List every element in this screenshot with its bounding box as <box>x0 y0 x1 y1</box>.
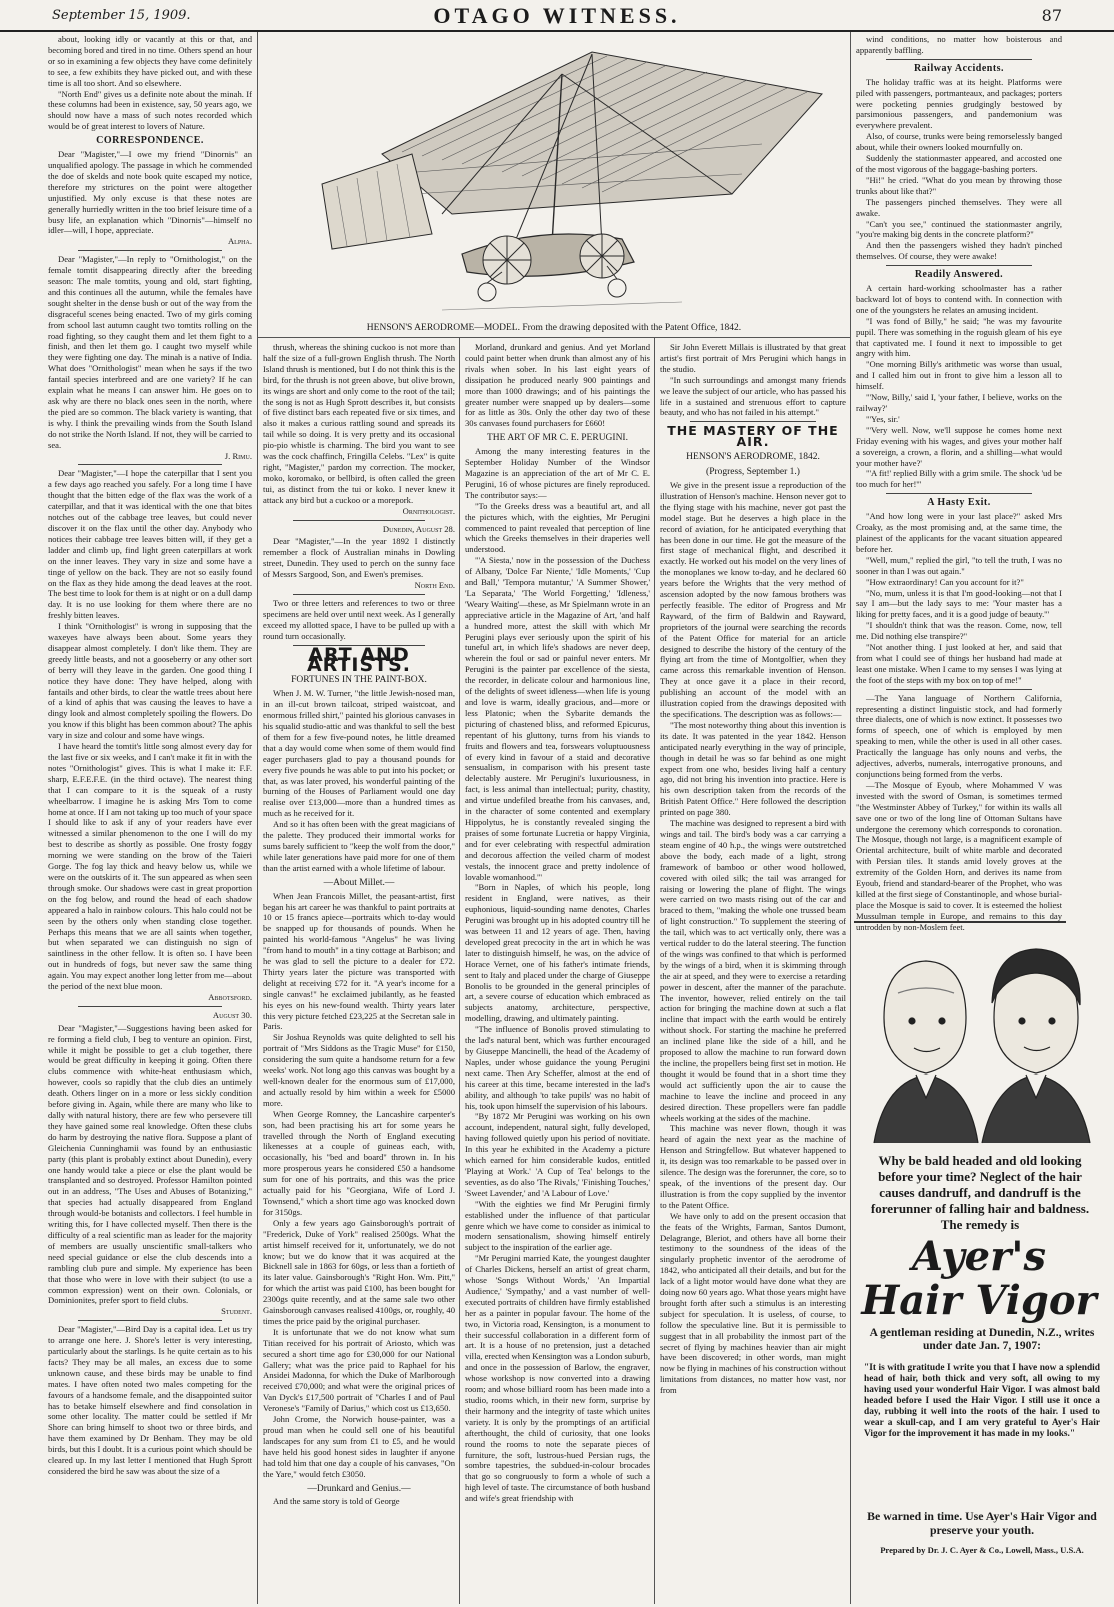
letter-signature: North End. <box>414 580 455 591</box>
column-rule <box>257 32 258 1604</box>
divider <box>690 421 816 422</box>
article-paragraph: "The influence of Bonolis proved stimulating to the lad's natural bent, which was further encouraged by Giuseppe Mancinelli, the head of the Academy of Naples, under whose guidance the young Perugini next came. Then Ary Scheffer, almost at the end of his career at this time, became interested in the lad's ability, and although 'to take pupils' was no habit of his, took upon himself the supervision of his labours. <box>465 1024 650 1111</box>
issue-date: September 15, 1909. <box>52 8 191 23</box>
section-heading-railway-accidents: Railway Accidents. <box>913 62 1005 74</box>
article-paragraph: —The Yana language of Northern California, representing a distinct linguistic stock, and had formerly three dialects, one of which is now extinct. It possesses two forms of speech, one of which is employed by men speaking to men, while the other is used in all other cases. Practically the language has only nouns and verbs, the adjectives, adverbs, numerals, interrogative pronouns, and conjunctions being formed from the verbs. <box>856 692 1062 779</box>
column-rule <box>459 338 460 1604</box>
column-mastery-of-the-air <box>660 342 846 1604</box>
letter-paragraph: Dear "Magister,"—In the year 1892 I distinctly remember a flock of Australian minahs in Dowling street, Dunedin. They used to perch on the sunny face of Messrs Sargood, Son, and Ewen's premises. <box>263 536 455 580</box>
article-paragraph: Sir John Everett Millais is illustrated by that great artist's first portrait of Mrs Perugini which hangs in the studio. <box>660 342 846 374</box>
article-paragraph: "'Now, Billy,' said I, 'your father, I believe, works on the railway?' <box>856 392 1062 413</box>
article-paragraph: When Jean Francois Millet, the peasant-artist, first began his art career he was thankful to paint portraits at 10 or 15 francs apiece—portraits which to-day would be snapped up for thousands of pounds. When he painted his world-famous "Angelus" he was living "from hand to mouth" in a tiny cottage at Barbison; and he was glad to sell the picture to a dealer for £72. Thirty years later the picture was transported with delight at receiving £72 for it. "A year's income for a single canvas!" he exclaimed jubilantly, as he feasted his eyes on his new-found wealth. Thirty years later this very picture fetched £23,225 at the Secretan sale in Paris. <box>263 890 455 1032</box>
advertisement-testimonial-quote: "It is with gratitude I write you that I have now a splendid head of hair, both thick and very soft, all owing to my having used your wonderful Hair Vigor. I was almost bald headed before I used the Hair Vigor. I still use it once a day, rubbing it well into the roots of the hair. I used to wear a skull-cap, and I am very grateful to Ayer's Hair Vigor for the improvement it has made in my looks." <box>864 1363 1100 1439</box>
illustration-rule <box>258 337 850 338</box>
article-paragraph: Suddenly the stationmaster appeared, and accosted one of the most vigorous of the baggage-bashing porters. <box>856 153 1062 174</box>
section-heading-art-and-artists: ART AND ARTISTS. <box>306 643 412 677</box>
article-paragraph: "North End" gives us a definite note about the minah. If these columns had been in existence, say, 50 years ago, we should now have a mass of such notes recorded which would be of great interest to lovers of Nature. <box>48 88 252 132</box>
letter-paragraph: I think "Ornithologist" is wrong in supposing that the waxeyes have always been about. Some years they disappear almost completely. I don't like them. They are greedy little beasts, and not a gooseberry or any other sort of berry will they leave in the garden. One good thing I notice they have done: They have helped, along with fantails and other birds, to clear the wattle trees about here of a kind of aphis that was causing the leaves to have a dingy look and almost completely spoiling the flowers. Do you know if this blight has been common about? The aphis vary in size and colour and some have wings. <box>48 621 252 741</box>
article-paragraph: We give in the present issue a reproduction of the illustration of Henson's machine. Henson never got to the flying stage with his machine, never got past the model stage. But he deserves a high place in the record of aviation, for he anticipated everything that has been done in our time. He got the measure of the first stage of mechanical flight, and described it exactly. He worked out his model on the very lines of the monoplanes we know to-day, and he declared 60 years before the Wrights that the very method of ascension adopted by the now famous brothers was perfectly feasible. The editor of Progress and Mr Rayward, of the firm of Baldwin and Rayward, proprietors of the journal were searching the records of the Patent Office for material for an article designed to describe the history of the century of the flying art from the time of Montgolfier, when they came across this remarkable invention of Henson. They at once gave it a place in their record, publishing an account of the model with an illustration copied from the drawings deposited with the specifications. The description was as follows:— <box>660 479 846 719</box>
column-rule <box>850 32 851 1604</box>
article-paragraph: "By 1872 Mr Perugini was working on his own account, independent, natural sight, fully developed, having followed quietly upon his period of novitiate. In this year he exhibited in the Academy a picture which earned for him considerable kudos, entitled 'Playing at Work.' 'A Cup of Tea' belongs to the seventies, as do also 'The Rivals,' 'Finishing Touches,' 'Sweet Lavender,' and 'A Labour of Love.' <box>465 1111 650 1198</box>
article-paragraph: The holiday traffic was at its height. Platforms were piled with passengers, portmanteaux, and packages; porters were pocketing pennies grudgingly bestowed by parsimonious passengers, and pandemonium was everywhere prevalent. <box>856 76 1062 131</box>
article-paragraph: And the same story is told of George <box>273 1496 400 1507</box>
letter-date: Dunedin, August 28. <box>382 523 455 534</box>
article-paragraph: —The Mosque of Eyoub, where Mohammed V was invested with the sword of Osman, is sometimes termed "the Westminster Abbey of Turkey," for within its walls all save one or two of the long line of Ottoman Sultans have undergone the ceremony which corresponds to coronation. The Mosque, though not large, is a magnificent example of Oriental architecture, built of white marble and decorated with Persian tiles. It stands amid lovely groves at the extremity of the Golden Horn, and derives its name from Eyoub, friend and standard-bearer of the Prophet, who was killed at the first siege of Constantinople, and whose burial-place the Mosque is said to cover. It is esteemed the holiest Mussulman temple in Europe, and remains to this day untrodden by non-Moslem feet. <box>856 779 1062 932</box>
article-subheading: (Progress, September 1.) <box>706 467 800 478</box>
advertisement-brand-logo <box>854 1235 1104 1323</box>
article-paragraph: "'Very well. Now, we'll suppose he comes home next Friday evening with his wages, and gives your mother half a sovereign, a crown, a florin, and a shilling—what would your mother have?' <box>856 424 1062 468</box>
article-subheading: —Drunkard and Genius.— <box>307 1483 411 1494</box>
divider <box>78 464 222 465</box>
article-subheading: —About Millet.— <box>323 877 395 888</box>
tail-shape <box>322 154 432 249</box>
article-paragraph: John Crome, the Norwich house-painter, was a proud man when he could sell one of his beautiful landscapes for any sum from £1 to £5, and he would have held his good honest sides in laughter if anyone had told him that one day a couple of his canvases, "On the Yare," would fetch £3050. <box>263 1414 455 1479</box>
illustration-caption: HENSON'S AERODROME—MODEL. From the drawing deposited with the Patent Office, 1842. <box>366 323 742 333</box>
article-paragraph: "The most noteworthy thing about this invention is its date. It was patented in the year 1842. Henson anticipated nearly everything in the way of principle, though in detail he was so far behind as one might expect from one who, besides living half a century ago, did not bring his invention into practice. Here is his own description taken from the records of the British Patent Office." Here followed the description printed on page 380. <box>660 719 846 818</box>
letter-paragraph: Dear "Magister,"—Suggestions having been asked for re forming a field club, I beg to venture an opinion. First, while it might be possible to get a club together, there would be great difficulty in keeping it going. Often there clubs commence with white-heat enthusiasm which, however, cools so rapidly that the club dies an untimely death. Others linger on in a more or less sickly condition before giving in. Again, while there are many who like to dally with natural history, there are few who persevere till they have gained some real knowledge. Often these clubs do harm by destroying the native flora. Suppose a plant of Gleichenia Cunninghamii was found by an enthusiastic party (this plant is probably extinct about Dunedin), every one handy would take a piece or else the plant would be transplanted and so destroyed. Professor Hamilton pointed out in an address, "The Uses and Abuses of Botanizing," that species had actually disappeared from England through would-be botanists and collectors. I feel humble in writing this, for I have collected myself. Then there is the difficulty of a real scientific man as leader for the majority of members are usually unscientific small-talkers who need special guidance or else the club descends into a rambling club pure and simple. My experience has been that those who were in love with their subject (to use a common expression) went on their own. Colonials, or Dominionites, prefer sport to field clubs. <box>48 1022 252 1306</box>
article-paragraph: This machine was never flown, though it was heard of again the next year as the machine of Henson and Stringfellow. But whatever happened to it, its design was too remarkable to be passed over in silence. The design was the forerunner, the core, so to speak, of the inventions of the present day. Our illustration is from the copy supplied by the inventor to the Patent Office. <box>660 1123 846 1210</box>
article-paragraph: "In such surroundings and amongst many friends we leave the subject of our article, who has passed his life in a sustained and strenuous effort to capture beauty, and who has not failed in his attempt." <box>660 374 846 418</box>
column-art-and-artists <box>263 342 455 1604</box>
column-perugini <box>465 342 650 1604</box>
divider <box>293 594 425 595</box>
newspaper-title: OTAGO WITNESS. <box>433 3 681 28</box>
letter-signature: Alpha. <box>227 236 252 247</box>
article-paragraph: "To the Greeks dress was a beautiful art, and all the pictures which, with the eighties, Mr Perugini commenced to paint revealed that perception of line which the Greeks themselves in their draperies well understood. <box>465 500 650 555</box>
letter-paragraph: I have heard the tomtit's little song almost every day for the last five or six weeks, and I can't make it fit in with the notes "Ornithologist" gives. This is what I make it: F.F. sharp, E.F.E.F.E. (in the third octave). The nearest thing that I can compare to it is the squeak of a rusty wheelbarrow. I imagine he is asking Mrs Tom to come home at once. If I am not taking up too much of your space I should like to ask if any of your readers have ever witnessed a similar phenomenon to the one I will do my best to describe as shortly as possible. One frosty foggy morning we were standing on the brow of the Taieri Gorge. The fog lay thick and heavy below us, while we were on the outskirts of it. The sun appeared as when seen through smoke. Our shadows were cast in great proportion on the fog below, and round the head of each shadow appeared a halo in rainbow colours. This halo could not be seen by the others only when standing close together. Perhaps this means that we are all saints when together, but when separated we can distinguish no sign of saintliness in the other fellow. It is often so. I have been out in hundreds of fogs, but never saw the same thing again. You may expect another long letter from me—about the period of the next blue moon. <box>48 741 252 992</box>
article-paragraph: "'A fit!' replied Billy with a grim smile. The shock 'ud be too much for her!'" <box>856 468 1062 490</box>
section-heading-hasty-exit: A Hasty Exit. <box>927 497 991 509</box>
article-paragraph: And so it has often been with the great magicians of the palette. They produced their immortal works for sums barely sufficient to "keep the wolf from the door," while later generations have paid more for one of them than the artist earned with a whole lifetime of labour. <box>263 819 455 873</box>
article-paragraph: Two or three letters and references to two or three specimens are held over until next week. As I generally exceed my allotted space, I have to be pulled up with a round turn occasionally. <box>263 597 455 641</box>
article-paragraph: "'Yes, sir.' <box>866 413 900 424</box>
masthead <box>0 0 1114 32</box>
divider <box>886 493 1032 494</box>
henson-aerodrome-illustration <box>262 34 846 322</box>
wing-shape <box>382 52 822 214</box>
divider <box>886 59 1032 60</box>
article-paragraph: "'A Siesta,' now in the possession of the Duchess of Albany, 'Dolce Far Niente,' 'Idle Moments,' 'Cup and Ball,' 'Tempora mutantur,' 'A Summer Shower,' 'La Separata,' 'The World Forgetting,' 'Idleness,' 'Weary Waiting'—these, as Mr Spielmann wrote in an appreciative article in the Magazine of Art, 'and half a hundred more, attest the skill with which Mr Perugini plays ever seriously upon the spirit of his tuneful art, in which life's shadows are never deep, wherein the foul or sad or painful never enters. Mr Perugini is the painter par excellence of the siesta, the recorder, in delicate colour and harmonious line, of the delights of sweet idleness—when life is young and love is warm, ideally gracious, and—more or less Platonic; when the Sybarite demands the picturing of chastened bliss, and reformed Epicurus, repentant of his gluttony, turns from his viands to fruits and flowers and tea, forswears voluptuousness of every kind in favour of a staid and decorative sensualism, in comparison with his present taste delectably austere. Mr Perugini's luxuriousness, in fact, is less animal than intellectual; purity, chastity, and virtue undefiled breathe from his canvases, and, in the character of some contented and exemplary Hippolytus, he is constantly revealed singing the praises of some fortunate Lucretia or happy Virginia, and for ever celebrating with respectful admiration and decorous affection the veiled charm of modest vestals, the innocent grace and pretty indolence of lovable womanhood.'" <box>465 555 650 882</box>
article-paragraph: Sir Joshua Reynolds was quite delighted to sell his portrait of "Mrs Siddons as the Tragic Muse" for £150, considering the sum quite a handsome return for a few weeks' work. Not long ago this canvas was bought by a well-known dealer for the enormous sum of £17,000, and actually resold by him within a week for £5000 more. <box>263 1032 455 1108</box>
brand-line-ayers: Ayer's <box>912 1233 1046 1280</box>
article-paragraph: When J. M. W. Turner, "the little Jewish-nosed man, in an ill-cut brown tailcoat, striped waistcoat, and enormous frilled shirt," painted his glorious canvases in his squalid studio-attic and was thankful to sell the best of them for a few five-pound notes, he little dreamed that a day would come when some of them would find eager purchasers glad to pay a thousand pounds for every five pounds he was able to put into his pocket; or that, as was later proved, his wonderful painting of the burning of the Houses of Parliament would one day realise over £13,000—more than a hundred times as much as he received for it. <box>263 688 455 819</box>
page-number: 87 <box>1041 6 1062 25</box>
letter-paragraph: Dear "Magister,"—In reply to "Ornithologist," on the female tomtit disappearing directly after the breeding season: The male tomtits, young and old, start fighting, and this continues all the autumn, while the females have sought shelter in the dense bush or out of the way from the disgraceful scenes being enacted. Two of my girls coming from school last autumn caught two tomtits rolling on the road fighting, so they caught them and let them fight to a finish, and then let them go. I caught two myself while they were fighting one day. The minah is a native of India. What does "Ornithologist" mean when he says if the two fantail species interbreed and are one variety? If he can explain what he means I can answer him. He goes on to ask why are there no black ones seen in the north, where the pied are so common. The black variety is wanting, that is why. I think the prevailing winds from the South Island do not strike the North Island. If not, they will be carried to sea. <box>48 254 252 450</box>
letter-signature: Abbotsford. <box>208 991 252 1002</box>
letter-date: August 30. <box>212 1009 252 1020</box>
article-paragraph: "Can't you see," continued the stationmaster angrily, "you're making big dents in the concrete platform?" <box>856 218 1062 240</box>
article-paragraph: Morland, drunkard and genius. And yet Morland could paint better when drunk than almost any of his rivals when sober. In his last eight years of dissipation he produced nearly 900 paintings and more than 1000 drawings; and of his paintings the greater number were snapped up by dealers—some for as little as 30s. Only the other day two of these 30s canvases found purchasers for £660! <box>465 342 650 429</box>
column-nature-notes <box>48 34 252 1604</box>
letter-paragraph: Dear "Magister,"—Bird Day is a capital idea. Let us try to arrange one here. J. Shore's letter is very interesting, particularly about the starlings. Is he quite certain as to his facts? They may be all males, an excess due to some unknown cause, and these birds may be unable to find mates. I have often noted two males competing for the favours of a handsome female, and the disappointed suitor has to betake himself elsewhere and find consolation in some other locality. The matter could be settled if Mr Shore can bring himself to shoot two or three birds, and have them examined by Dr Benham. They may be old birds, but this I doubt. It is a curious point which should be cleared up. In my last letter I mentioned that Hugh Sprott considered the bird he saw was about the size of a <box>48 1324 252 1476</box>
article-paragraph: "And how long were in your last place?" asked Mrs Croaky, as the most promising and, at the same time, the plainest of the applicants for the vacant situation appeared before her. <box>856 511 1062 554</box>
letter-signature: J. Rimu. <box>224 450 252 461</box>
article-paragraph: "Mr Perugini married Kate, the youngest daughter of Charles Dickens, herself an artist of great charm, whose 'Songs Without Words,' 'An Impartial Audience,' 'Sympathy,' and a vast number of well-executed portraits of children have firmly established her as a painter in popular favour. The home of the two, in Victoria road, Kensington, is a monument to their successful collaboration in a different form of art. It is a house of no pretension, just a detached villa, erected when Kensington was a London suburb, and once in the possession of Barlow, the engraver, whose workshop is now converted into a drawing room; and whose billiard room has been made into a studio, rooms which, in their new form, surprise by their harmony and the integrity of taste which unites variety. It is only by the promptings of an artificial afterthought, the child of curiosity, that one looks round the rooms to note the separate pieces of furniture, the soft, lustrous-hued Persian rugs, the sombre tapestries, the subdued-in-colour brocades that go so congruously to form a whole of such a high level of taste. The circumstance of both husband and wife's great friendship with <box>465 1253 650 1504</box>
article-paragraph: "Well, mum," replied the girl, "to tell the truth, I was no sooner in than I was out again." <box>856 554 1062 576</box>
article-paragraph: The passengers pinched themselves. They were all awake. <box>856 196 1062 218</box>
article-paragraph: It is unfortunate that we do not know what sum Titian received for his portrait of Ariosto, which was secured a short time ago for £30,000 for our National Gallery; what was the price paid to Raphael for his Ansidei Madonna, for which the Duke of Marlborough received £70,000; and what were the original prices of Van Dyck's £17,500 portrait of "Charles I and of Paul Veronese's "Family of Darius," which cost us £13,650. <box>263 1326 455 1414</box>
letter-signature: Ornithologist. <box>402 505 455 516</box>
column-miscellany <box>856 34 1062 932</box>
letter-signature: Student. <box>221 1306 252 1317</box>
article-subheading: HENSON'S AERODROME, 1842. <box>686 452 820 463</box>
article-paragraph: wind conditions, no matter how boisterous and apparently baffling. <box>856 34 1062 55</box>
article-paragraph: "How extraordinary! Can you account for it?" <box>866 576 1024 587</box>
article-paragraph: about, looking idly or vacantly at this or that, and becoming bored and tired in no time. Others spend an hour or so in examining a few objects they have come definitely to see, a few exhibits they have picked out, and with these time is all too short. And so elsewhere. <box>48 34 252 88</box>
article-paragraph: "With the eighties we find Mr Perugini firmly established under the influence of that particular genre which we have come to consider as inimical to modern sensationalism, showing himself entirely subject to the inspiration of the earlier age. <box>465 1198 650 1253</box>
divider <box>78 250 222 251</box>
advertisement-pitch: Why be bald headed and old looking before your time? Neglect of the hair causes dandruff, and dandruff is the forerunner of falling hair and baldness. The remedy is <box>870 1153 1090 1232</box>
article-paragraph: "Born in Naples, of which his people, long resident in England, were natives, as their euphonious, liquid-sounding name denotes, Charles Perugini was brought up in his adopted country till he was between 11 and 12 years of age. Then, having developed great precocity in the art in which he was later to distinguish himself, he was, on the advice of Horace Vernet, one of his father's intimate friends, sent to Italy and placed under the charge of Giuseppe Bonolis to be grounded in the general principles of art, a severe course of education which embraced as subjects anatomy, architecture, perspective, modelling, drawing, and ultimately painting. <box>465 882 650 1024</box>
advertisement-testimonial-intro: A gentleman residing at Dunedin, N.Z., writes under date Jan. 7, 1907: <box>869 1327 1095 1352</box>
section-heading-readily-answered: Readily Answered. <box>914 269 1004 281</box>
section-heading-correspondence: CORRESPONDENCE. <box>96 135 204 147</box>
divider <box>293 520 425 521</box>
article-paragraph: Only a few years ago Gainsborough's portrait of "Frederick, Duke of York" realised 2500gs. What the artist himself received for it, unfortunately, we do not know; but we do know that it was acquired at the Bicknell sale in 1863 for 60gs, or less than a fortieth of its later value. Gainsborough's "Right Hon. Wm. Pitt," for which the artist was paid £100, has been bought for 2300gs quite recently, and at the same sale two other Gainsborough canvases realised 4100gs, or, roughly, 40 times the price paid by the original purchaser. <box>263 1217 455 1326</box>
article-paragraph: "One morning Billy's arithmetic was worse than usual, and I called him out in front to give him a lesson all to himself. <box>856 359 1062 392</box>
advertisement-warning: Be warned in time. Use Ayer's Hair Vigor and preserve your youth. <box>867 1509 1097 1537</box>
divider <box>886 265 1032 266</box>
article-paragraph: "Hi!" he cried. "What do you mean by throwing those trunks about like that?" <box>856 174 1062 196</box>
ayers-hair-vigor-advertisement <box>854 923 1114 1607</box>
article-paragraph: "Not another thing. I just looked at her, and said that from what I could see of things her husband had made at least one mistake. When I came to my senses I was lying at the foot of the steps with my box on top of me!" <box>856 642 1062 685</box>
divider <box>78 1006 222 1007</box>
divider <box>78 1320 222 1321</box>
column-rule <box>654 338 655 1604</box>
article-paragraph: The machine was designed to represent a bird with wings and tail. The bird's body was a car carrying a steam engine of 40 h.p., the wings were outstretched above the body, each made of a light, strong framework of bamboo or other wood hollowed, covered with oiled silk; the tail was arranged for raising or lowering the plane of flight. The wings were carried on two masts rising out of the car and braced to them, "making the whole one trussed beam of light construction." To supplement the steering of the tail, which was to act vertically only, there was a vertical rudder to do the lateral steering. The function of the wings was confined to that which is performed by the wings of a bird, when it is skimming through the air at speed, and they were to exercise a retarding power in descent, after the manner of the parachute. The inventor, however, relied entirely on the tail action for bringing the machine down at such a flat incline that impact with the earth would be entirely without shock. For starting the machine he preferred an inclined plane like the side of a hill, and he proposed to allow the machine to run forward down the incline, the propellers being first set in motion. He thought it would be found that in a short time they would act sufficiently upon the air to cause the machine to leave the incline and proceed in any desired direction. These propellers were fan paddle wheels working at the sides of the machine. <box>660 818 846 1123</box>
letter-paragraph: Dear "Magister,"—I hope the caterpillar that I sent you a few days ago reached you safely. For a long time I have thought that the bitten edge of the flax was the work of a caterpillar, and that it was identical with the one that bites notches out of the cabbage tree leaves, but could never discover it on the flax until the other day. Anybody who notices their cabbage tree leaves bitten will, if they get a ladder and climb up, find light green caterpillars at work on the inner leaves. They vary in size and some have a tinge of yellow on the back. They are not so easily found on the flax as they hide among the dead leaves at the root. The best time to look for them is at night or on a dull damp day. It is no use looking for them where there are no freshly bitten leaves. <box>48 468 252 621</box>
section-heading-mastery-of-the-air: THE MASTERY OF THE AIR. <box>667 423 839 450</box>
article-paragraph: A certain hard-working schoolmaster has a rather backward lot of boys to contend with. In connection with one of the youngsters he relates an amusing incident. <box>856 283 1062 315</box>
article-subheading: FORTUNES IN THE PAINT-BOX. <box>291 675 427 686</box>
article-subheading: THE ART OF MR C. E. PERUGINI. <box>487 433 628 444</box>
letter-paragraph: thrush, whereas the shining cuckoo is not more than half the size of a full-grown English thrush. The North Island thrush is mentioned, but I do not think this is the bird, for the thrush is not green above, but olive brown, its wings are short and only come to the root of the tail; the song is not as Hugh Sprott describes it, but consists of five distinct bars each repeated five or six times, and also it makes a curious rattling sound and spreads its tail while so doing. It is very pretty and its occasional pio-pio whistle is charming. The bird you want to see was the cock chaffinch, Fringilla Celebs. "Lex" is quite right, "Magister," pardon my correction. The mocker, moko, koromako, or bellbird, is often called the green tui, as distinct from the tui or koko. I never knew it attack any bird but a cuckoo or a morepork. <box>263 342 455 505</box>
article-paragraph: "No, mum, unless it is that I'm good-looking—not that I say I am—but the lady says to me: 'Your master has a liking for pretty faces, and it is a good judge of beauty.'" <box>856 587 1062 620</box>
article-paragraph: Also, of course, trunks were being remorselessly banged about, while their owners looked mournfully on. <box>856 131 1062 153</box>
article-paragraph: "I shouldn't think that was the reason. Come, now, tell me. Did nothing else transpire?" <box>856 620 1062 642</box>
article-paragraph: We have only to add on the present occasion that the feats of the Wrights, Farman, Santos Dumont, Delagrange, Bleriot, and others have all borne their testimony to the soundness of the ideas of the singularly prophetic inventor of the aerodrome of 1842, who anticipated all their details, and but for the lack of a light motor would have done what they are doing now 60 years ago. What those years might have brought forth after such a stimulus is an interesting subject for speculation. It is useless, of course, to follow the speculative line. But it is permissible to suggest that in all probability the inmost part of the secret of flying by machines heavier than air might have been discovered; in other words, man might now be flying in machines of his construction without limitations from distances, no matter how vast, nor from <box>660 1210 846 1396</box>
article-paragraph: Among the many interesting features in the September Holiday Number of the Windsor Magazine is an appreciation of the art of Mr C. E. Perugini, 16 of whose pictures are finely reproduced. The contributor says:— <box>465 446 650 500</box>
advertisement-footer: Prepared by Dr. J. C. Ayer & Co., Lowell, Mass., U.S.A. <box>880 1545 1084 1555</box>
divider <box>886 689 1032 690</box>
advertisement-portraits-illustration <box>854 923 1106 1153</box>
article-paragraph: "I was fond of Billy," he said; "he was my favourite pupil. There was something in the roguish gleam of his eye that captivated me. I found it next to impossible to get angry with him. <box>856 315 1062 359</box>
article-paragraph: When George Romney, the Lancashire carpenter's son, had been practising his art for some years he travelled through the North of England executing likenesses at a couple of guineas each, with, occasionally, his "bed and board" thrown in. In his more prosperous years he considered £50 a handsome sum for one of his portraits, and this was the price actually paid for his "Georgiana, Wife of Lord J. Townsend," which a short time ago was knocked down for 3150gs. <box>263 1108 455 1217</box>
letter-paragraph: Dear "Magister,"—I owe my friend "Dinornis" an unqualified apology. The passage in which he commended the doe of skelds and note book quite escaped my notice, therefore my strictures on the point were altogether unjustified. My only excuse is that these notes are generally hurriedly written in the too brief leisure time of a busy life, an explanation which "Dinornis"—himself no idler—will, I hope, appreciate. <box>48 149 252 236</box>
article-paragraph: And then the passengers wished they hadn't pinched themselves. Of course, they were awake! <box>856 240 1062 262</box>
brand-line-hair-vigor: Hair Vigor <box>861 1277 1097 1324</box>
